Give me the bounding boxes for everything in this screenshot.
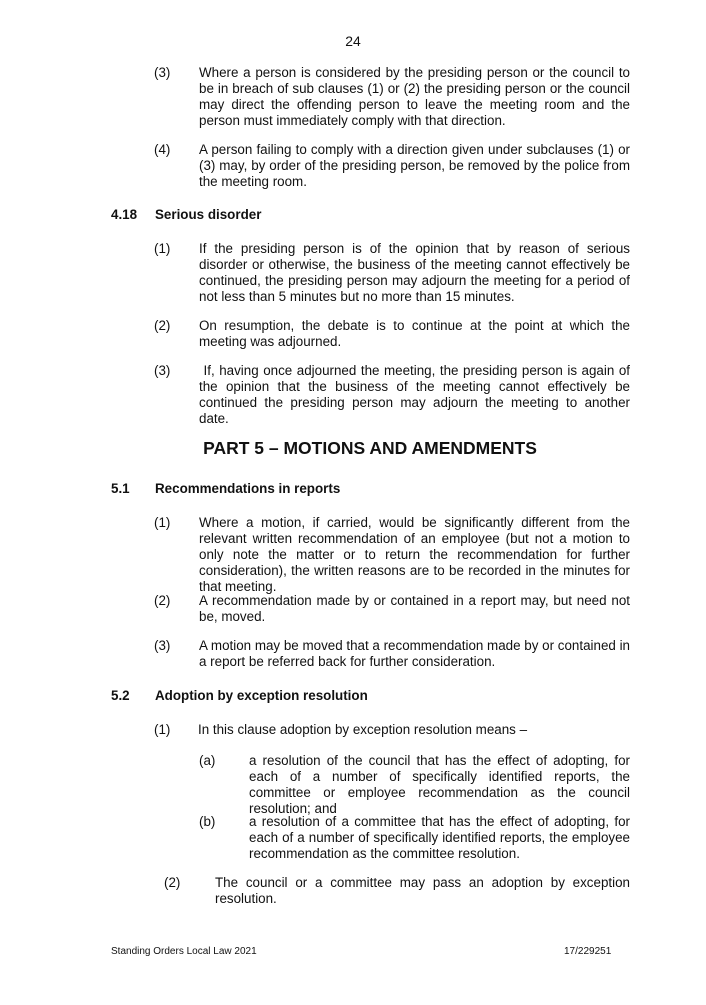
clause-text: On resumption, the debate is to continue at the point at which the meeting was adjourned. <box>199 318 630 349</box>
clause-text: If, having once adjourned the meeting, the presiding person is again of the opinion that the business of the meeting cannot effectively be continued the presiding person may adjourn the meeting to another date. <box>199 363 634 426</box>
section-number: 4.18 <box>111 207 138 222</box>
subclause-number: (a) <box>199 753 216 768</box>
clause-number: (4) <box>154 142 171 157</box>
section-title: Serious disorder <box>155 207 262 222</box>
section-number: 5.1 <box>111 481 130 496</box>
clause-number: (3) <box>154 363 171 378</box>
section-number: 5.2 <box>111 688 130 703</box>
clause-text: The council or a committee may pass an adoption by exception resolution. <box>215 875 630 906</box>
clause-text: Where a motion, if carried, would be significantly different from the relevant written recommendation of an employee (but not a motion to only note the matter or to return the recommendation for further consideration), the written reasons are to be recorded in the minutes for that meeting. <box>199 515 630 594</box>
clause-text: If the presiding person is of the opinion that by reason of serious disorder or otherwise, the business of the meeting cannot effectively be continued, the presiding person may adjourn the meeting for a period of not less than 5 minutes but no more than 15 minutes. <box>199 241 630 304</box>
clause-text: A recommendation made by or contained in a report may, but need not be, moved. <box>199 593 630 624</box>
footer-doc-number: 17/229251 <box>564 946 612 957</box>
section-title: Recommendations in reports <box>155 481 341 496</box>
page-number: 24 <box>345 33 361 49</box>
section-title: Adoption by exception resolution <box>155 688 368 703</box>
clause-number: (2) <box>154 318 171 333</box>
subclause-number: (b) <box>199 814 216 829</box>
clause-text: A person failing to comply with a direction given under subclauses (1) or (3) may, by order of the presiding person, be removed by the police from the meeting room. <box>199 142 630 189</box>
clause-text: A motion may be moved that a recommendation made by or contained in a report be referred back for further consideration. <box>199 638 630 669</box>
subclause-text: a resolution of the council that has the effect of adopting, for each of a number of specifically identified reports, the committee or employee recommendation as the council resolution; and <box>249 753 630 816</box>
clause-number: (3) <box>154 638 171 653</box>
clause-number: (1) <box>154 515 171 530</box>
clause-number: (2) <box>164 875 181 890</box>
subclause-text: a resolution of a committee that has the effect of adopting, for each of a number of specifically identified reports, the employee recommendation as the committee resolution. <box>249 814 630 861</box>
clause-text: Where a person is considered by the presiding person or the council to be in breach of sub clauses (1) or (2) the presiding person or the council may direct the offending person to leave the meeting room and the person must immediately comply with that direction. <box>199 65 630 128</box>
clause-number: (1) <box>154 722 171 737</box>
clause-text: In this clause adoption by exception resolution means – <box>198 722 528 737</box>
part-heading: PART 5 – MOTIONS AND AMENDMENTS <box>203 438 537 458</box>
clause-number: (2) <box>154 593 171 608</box>
clause-number: (1) <box>154 241 171 256</box>
clause-number: (3) <box>154 65 171 80</box>
footer-title: Standing Orders Local Law 2021 <box>111 946 257 957</box>
